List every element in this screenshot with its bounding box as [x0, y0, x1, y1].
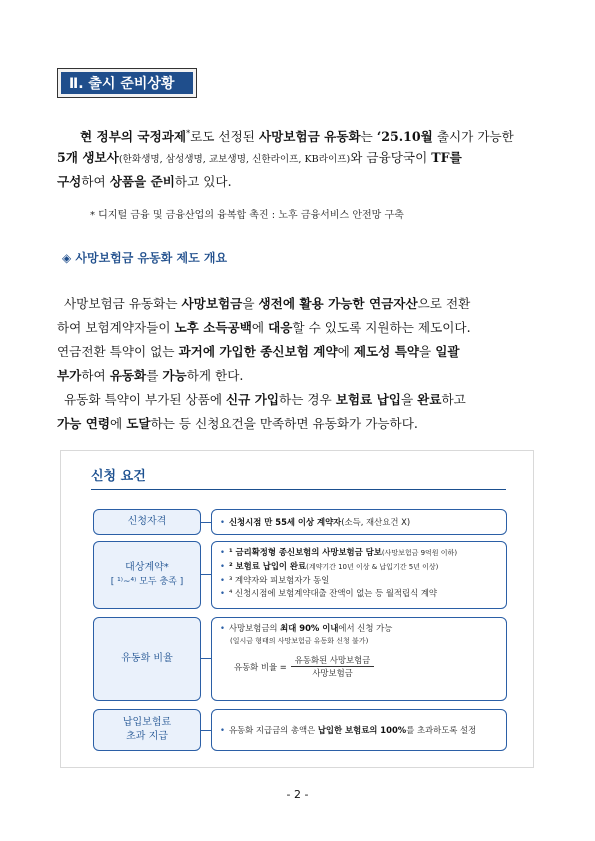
figure-title-rule — [91, 489, 506, 490]
paragraph-1-line-3: 구성하여 상품을 준비하고 있다. — [57, 174, 232, 189]
section-title: Ⅱ. 출시 준비상황 — [61, 72, 193, 94]
label-eligibility: 신청자격 — [93, 509, 201, 535]
paragraph-2-line-1: 사망보험금 유동화는 사망보험금을 생전에 활용 가능한 연금자산으로 전환 — [64, 296, 471, 311]
label-target-contract: 대상계약* [ ¹⁾~⁴⁾ 모두 충족 ] — [93, 541, 201, 609]
detail-item: • ² 보험료 납입이 완료(계약기간 10년 이상 & 납입기간 5년 이상) — [220, 561, 439, 571]
paragraph-2-line-3: 연금전환 특약이 없는 과거에 가입한 종신보험 계약에 제도성 특약을 일괄 — [57, 344, 460, 359]
page-number: - 2 - — [286, 788, 309, 801]
paragraph-2-line-2: 하여 보험계약자들이 노후 소득공백에 대응할 수 있도록 지원하는 제도이다. — [57, 320, 471, 335]
label-liquidation-ratio: 유동화 비율 — [93, 617, 201, 701]
subsection-heading: ◈ 사망보험금 유동화 제도 개요 — [62, 251, 228, 265]
paragraph-2-line-6: 가능 연령에 도달하는 등 신청요건을 만족하면 유동화가 가능하다. — [57, 416, 418, 431]
connector — [201, 730, 211, 731]
requirements-figure — [60, 450, 534, 768]
detail-item: • 사망보험금의 최대 90% 이내에서 신청 가능 — [220, 623, 393, 633]
detail-liquidation-ratio — [211, 617, 507, 701]
detail-note: (일시금 형태의 사망보험금 유동화 신청 불가) — [230, 637, 369, 645]
paragraph-1-line-2: 5개 생보사(한화생명, 삼성생명, 교보생명, 신한라이프, KB라이프)와 금융당국이 TF를 — [57, 150, 462, 165]
connector — [201, 574, 211, 575]
figure-title: 신청 요건 — [91, 469, 146, 484]
detail-target-contract — [211, 541, 507, 609]
detail-item: • 신청시점 만 55세 이상 계약자(소득, 재산요건 X) — [220, 516, 411, 527]
detail-item: • ⁴ 신청시점에 보험계약대출 잔액이 없는 등 월적립식 계약 — [220, 588, 438, 598]
detail-item: • 유동화 지급금의 총액은 납입한 보험료의 100%를 초과하도록 설정 — [220, 724, 477, 735]
footnote: * 디지털 금융 및 금융산업의 융복합 촉진 : 노후 금융서비스 안전망 구축 — [90, 210, 404, 221]
paragraph-1-line-1: 현 정부의 국정과제*로도 선정된 사망보험금 유동화는 ‘25.10월 출시가 가능한 — [80, 129, 514, 145]
paragraph-2-line-4: 부가하여 유동화를 가능하게 한다. — [57, 368, 244, 383]
detail-excess-payment — [211, 709, 507, 751]
paragraph-2-line-5: 유동화 특약이 부가된 상품에 신규 가입하는 경우 보험료 납입을 완료하고 — [64, 392, 466, 407]
connector — [201, 658, 211, 659]
detail-item: • ¹ 금리확정형 종신보험의 사망보험금 담보(사망보험금 9억원 이하) — [220, 547, 458, 557]
label-excess-payment: 납입보험료 초과 지급 — [93, 709, 201, 751]
section-heading-box — [57, 68, 197, 98]
detail-eligibility — [211, 509, 507, 535]
ratio-formula: 유동화 비율 = 유동화된 사망보험금 사망보험금 — [234, 654, 498, 679]
connector — [201, 522, 211, 523]
detail-item: • ³ 계약자와 피보험자가 동일 — [220, 575, 330, 585]
